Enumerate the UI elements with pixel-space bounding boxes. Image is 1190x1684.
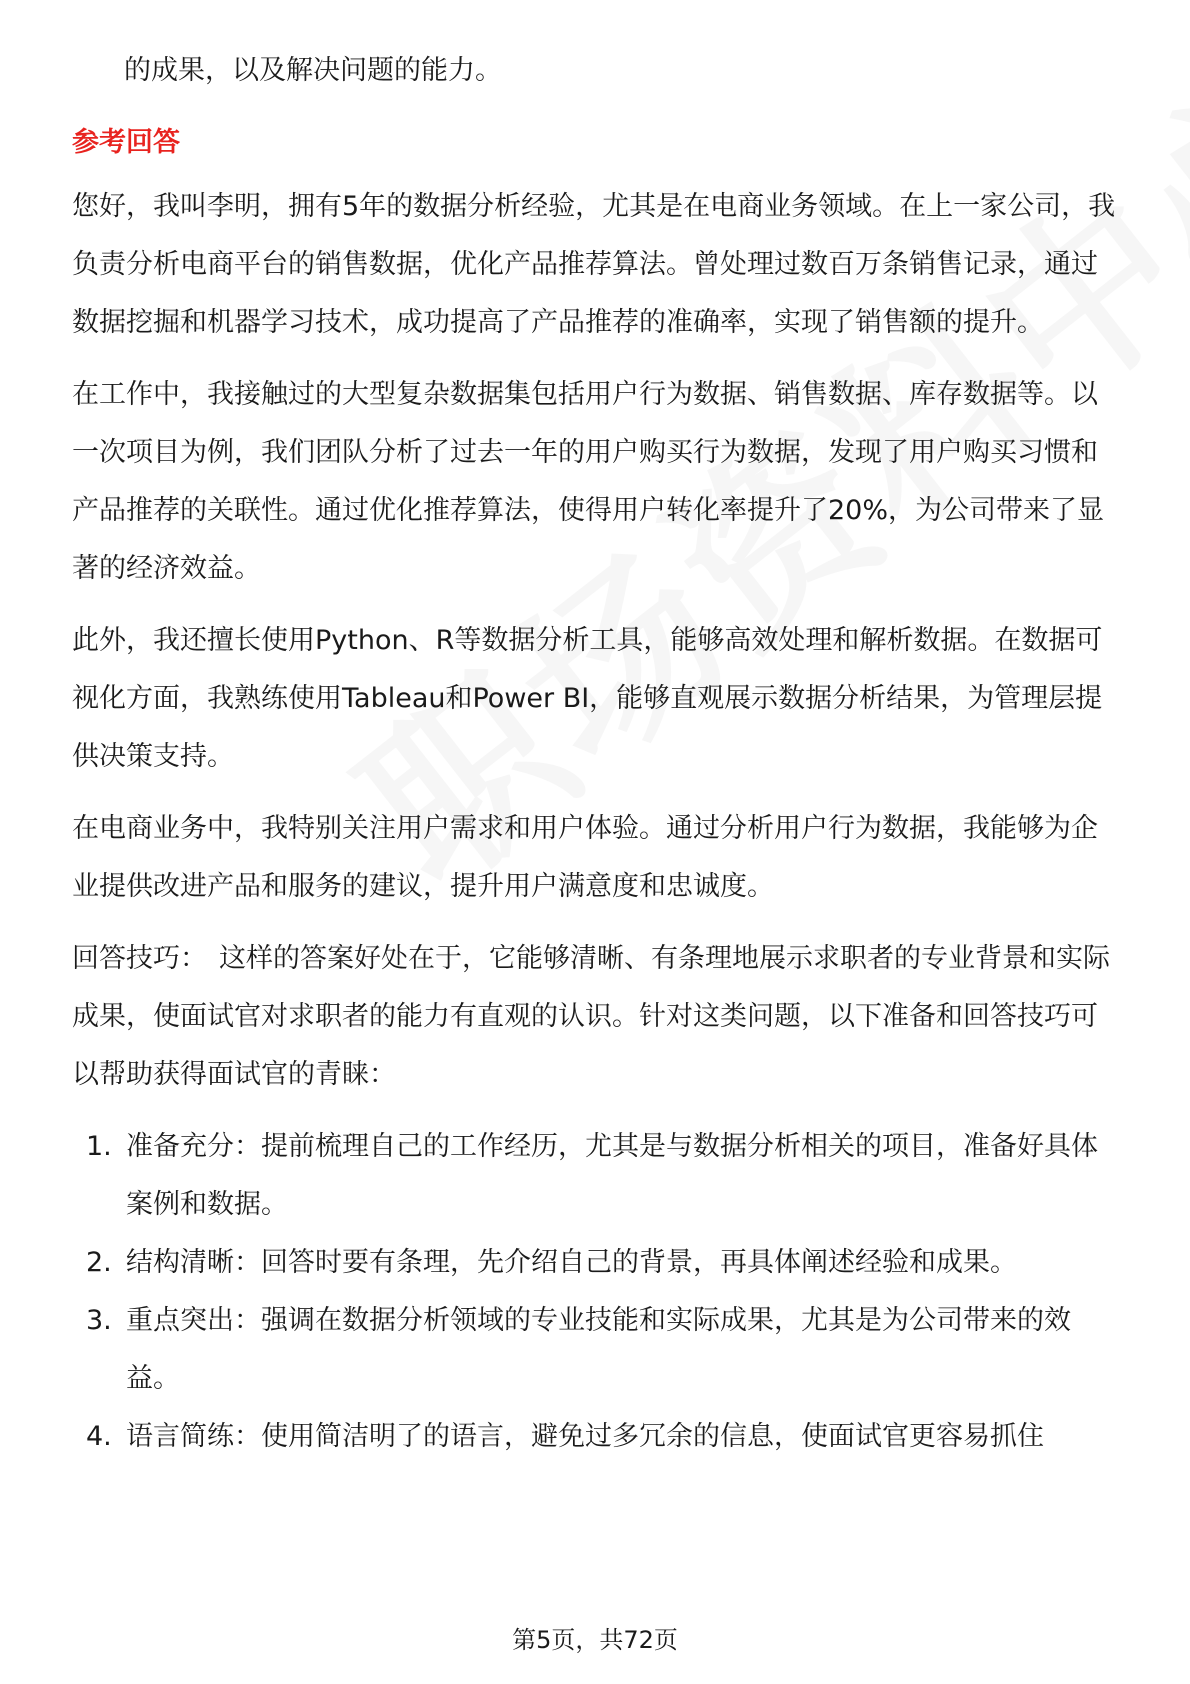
page-content xyxy=(72,42,1122,1466)
answer-paragraph-3: 此外，我还擅长使用Python、R等数据分析工具，能够高效处理和解析数据。在数据可视化方面，我熟练使用Tableau和Power BI，能够直观展示数据分析结果，为管理层提供决策支持。 xyxy=(72,625,1103,772)
list-item-text: 准备充分：提前梳理自己的工作经历，尤其是与数据分析相关的项目，准备好具体案例和数据。 xyxy=(126,1131,1098,1220)
list-item-number: 3. xyxy=(86,1305,112,1336)
list-item xyxy=(72,1118,1122,1234)
list-item-text: 语言简练：使用简洁明了的语言，避免过多冗余的信息，使面试官更容易抓住 xyxy=(126,1421,1044,1452)
list-item-text: 结构清晰：回答时要有条理，先介绍自己的背景，再具体阐述经验和成果。 xyxy=(126,1247,1017,1278)
list-item-text: 重点突出：强调在数据分析领域的专业技能和实际成果，尤其是为公司带来的效益。 xyxy=(126,1305,1071,1394)
tips-text: 这样的答案好处在于，它能够清晰、有条理地展示求职者的专业背景和实际成果，使面试官对求职者的能力有直观的认识。针对这类问题，以下准备和回答技巧可以帮助获得面试官的青睐： xyxy=(72,943,1110,1090)
tips-paragraph xyxy=(72,930,1122,1104)
answer-paragraph-2: 在工作中，我接触过的大型复杂数据集包括用户行为数据、销售数据、库存数据等。以一次项目为例，我们团队分析了过去一年的用户购买行为数据，发现了用户购买习惯和产品推荐的关联性。通过优化推荐算法，使得用户转化率提升了20%，为公司带来了显著的经济效益。 xyxy=(72,379,1105,584)
tips-list xyxy=(72,1118,1122,1466)
answer-paragraph-1: 您好，我叫李明，拥有5年的数据分析经验，尤其是在电商业务领域。在上一家公司，我负责分析电商平台的销售数据，优化产品推荐算法。曾处理过数百万条销售记录，通过数据挖掘和机器学习技术，成功提高了产品推荐的准确率，实现了销售额的提升。 xyxy=(72,191,1116,338)
list-item-number: 4. xyxy=(86,1421,112,1452)
list-item xyxy=(72,1234,1122,1292)
list-item xyxy=(72,1408,1122,1466)
section-heading: 参考回答 xyxy=(72,127,180,158)
list-item xyxy=(72,1292,1122,1408)
list-item-number: 1. xyxy=(86,1131,112,1162)
list-item-number: 2. xyxy=(86,1247,112,1278)
page-footer: 第5页，共72页 xyxy=(512,1626,678,1654)
tips-label: 回答技巧： xyxy=(72,943,207,974)
intro-continuation: 的成果，以及解决问题的能力。 xyxy=(124,55,502,86)
answer-paragraph-4: 在电商业务中，我特别关注用户需求和用户体验。通过分析用户行为数据，我能够为企业提供改进产品和服务的建议，提升用户满意度和忠诚度。 xyxy=(72,813,1098,902)
